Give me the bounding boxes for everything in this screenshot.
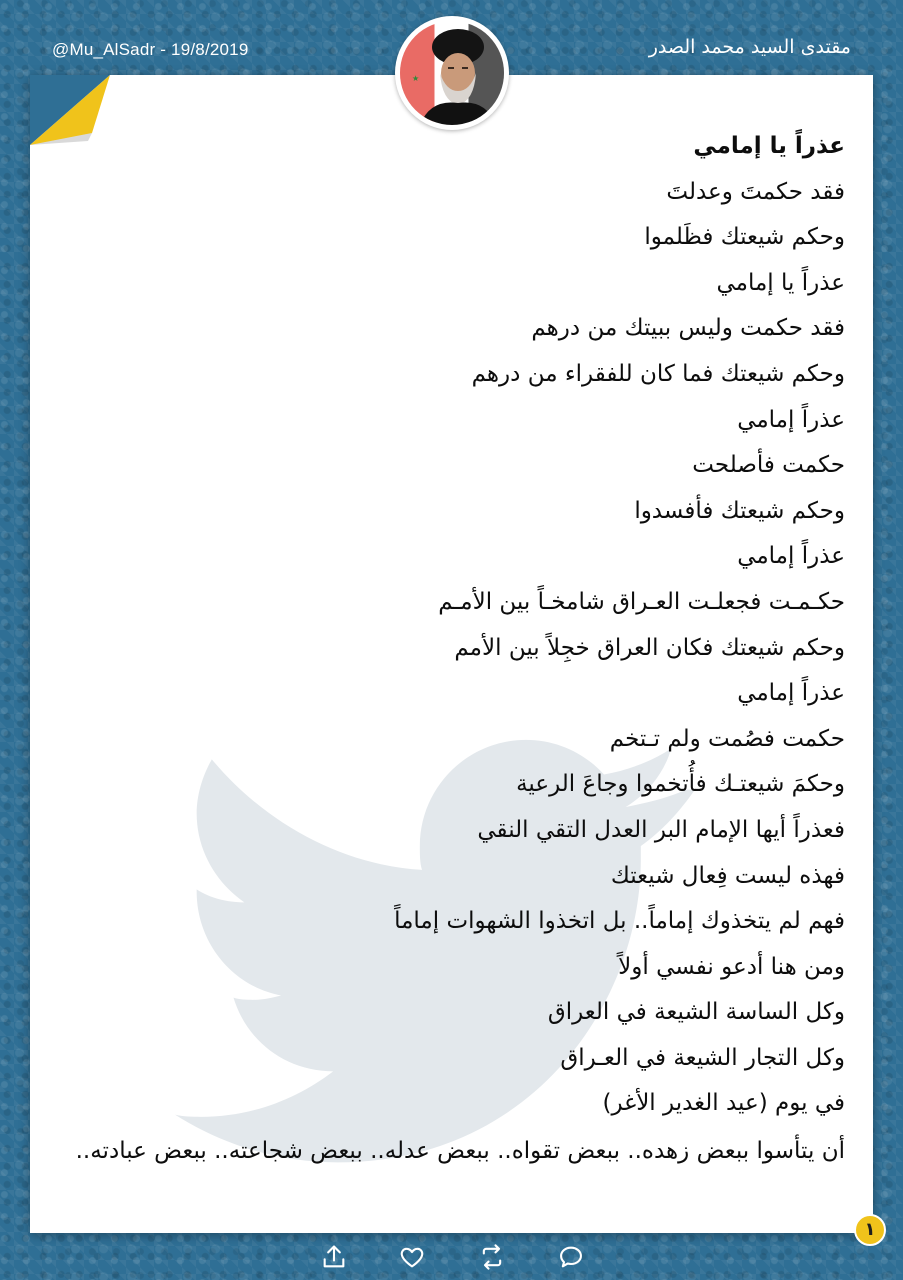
poem-line: فعذراً أيها الإمام البر العدل التقي النقي bbox=[477, 816, 845, 843]
tweet-handle-date: @Mu_AlSadr - 19/8/2019 bbox=[52, 40, 249, 59]
poem-line: عذراً يا إمامي bbox=[716, 269, 845, 296]
page-number-badge: ١ bbox=[854, 1214, 886, 1246]
reply-icon[interactable] bbox=[557, 1243, 585, 1271]
poem-line: وكل الساسة الشيعة في العراق bbox=[547, 999, 845, 1026]
poem-closing: أن يتأسوا ببعض زهده.. ببعض تقواه.. ببعض عدله.. ببعض شجاعته.. ببعض عبادته.. bbox=[75, 1138, 845, 1165]
poem-line: وكل التجار الشيعة في العـراق bbox=[560, 1044, 845, 1071]
poem-line: ومن هنا أدعو نفسي أولاً bbox=[618, 953, 845, 980]
author-name: مقتدى السيد محمد الصدر bbox=[648, 36, 851, 58]
poem-line: حكمت فأصلحت bbox=[692, 452, 845, 479]
poem-line: حكمت فصُمت ولم تـتخم bbox=[609, 725, 845, 752]
poem-line: وحكم شيعتك فكان العراق خجِلاً بين الأمم bbox=[454, 634, 845, 661]
retweet-icon[interactable] bbox=[478, 1243, 506, 1271]
poem-line: فقد حكمت وليس ببيتك من درهم bbox=[531, 315, 845, 342]
poem-line: في يوم (عيد الغدير الأغر) bbox=[602, 1090, 845, 1117]
tweet-action-bar bbox=[0, 1243, 903, 1273]
svg-text:★: ★ bbox=[412, 74, 420, 83]
poem-line: عذراً إمامي bbox=[737, 406, 845, 433]
poem-line: عذراً إمامي bbox=[737, 680, 845, 707]
poem-line: فهذه ليست فِعال شيعتك bbox=[610, 862, 845, 889]
poem-line: وحكم شيعتك فما كان للفقراء من درهم bbox=[471, 360, 845, 387]
poem-line: عذراً إمامي bbox=[737, 543, 845, 570]
poem-line: وحكمَ شيعتـك فأُتخموا وجاعَ الرعية bbox=[516, 771, 845, 798]
avatar[interactable] bbox=[395, 16, 509, 130]
poem-line: حكـمـت فجعلـت العـراق شامخـاً بين الأمـم bbox=[438, 588, 845, 615]
avatar-portrait bbox=[400, 21, 504, 125]
poem-line: وحكم شيعتك فأفسدوا bbox=[634, 497, 845, 524]
poem-line: وحكم شيعتك فظَلموا bbox=[644, 224, 845, 251]
share-icon[interactable] bbox=[320, 1243, 348, 1271]
tweet-text bbox=[35, 124, 845, 1173]
poem-line: فهم لم يتخذوك إماماً.. بل اتخذوا الشهوات إماماً bbox=[394, 908, 845, 935]
poem-title: عذراً يا إمامي bbox=[693, 133, 845, 159]
heart-icon[interactable] bbox=[398, 1243, 426, 1271]
poem-line: فقد حكمتَ وعدلتَ bbox=[666, 178, 845, 205]
